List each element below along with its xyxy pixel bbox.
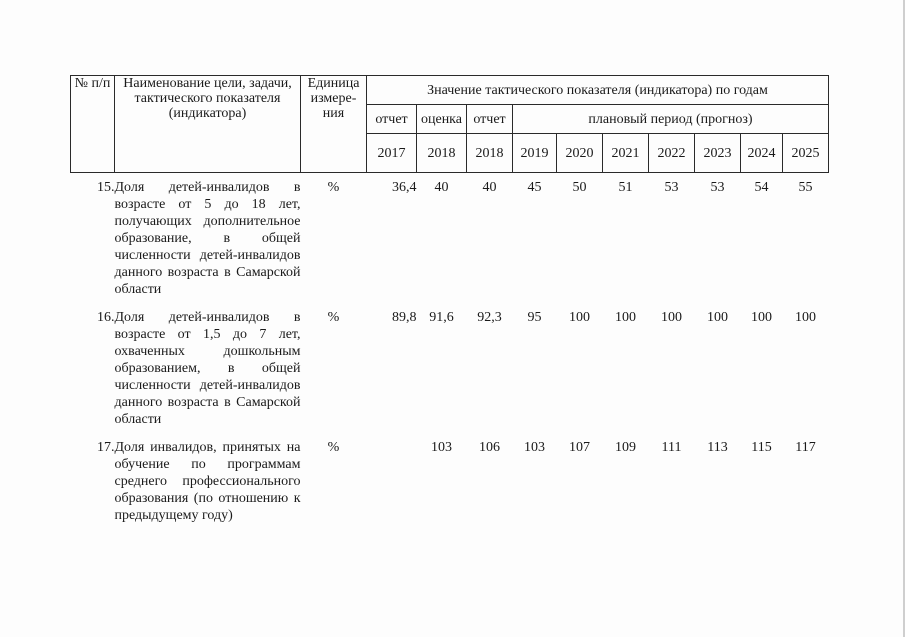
row-value xyxy=(367,433,417,549)
header-values-title: Значение тактического показателя (индикатора) по годам xyxy=(367,76,829,105)
row-value: 107 xyxy=(569,440,590,455)
header-report-2018: отчет xyxy=(467,105,513,134)
row-value: 100 xyxy=(751,310,772,325)
header-year: 2017 xyxy=(367,134,417,173)
row-unit: % xyxy=(327,440,340,455)
header-estimate-2018: оценка xyxy=(417,105,467,134)
row-value: 51 xyxy=(618,180,633,195)
row-value: 40 xyxy=(482,180,497,195)
table-row xyxy=(71,433,829,549)
row-value: 111 xyxy=(661,440,682,455)
row-value: 50 xyxy=(572,180,587,195)
row-value: 45 xyxy=(527,180,542,195)
row-indicator-name: Доля инвалидов, принятых на обучение по программам среднего профессионального образования (по отношению к предыдущему году) xyxy=(114,440,301,523)
row-value: 53 xyxy=(710,180,725,195)
row-number: 16. xyxy=(97,310,115,325)
table-row xyxy=(71,303,829,433)
row-value: 100 xyxy=(707,310,728,325)
row-number: 17. xyxy=(97,440,115,455)
header-report-2017: отчет xyxy=(367,105,417,134)
row-value: 100 xyxy=(661,310,682,325)
header-year: 2019 xyxy=(513,134,557,173)
row-value: 55 xyxy=(798,180,813,195)
row-value: 117 xyxy=(795,440,816,455)
row-value: 103 xyxy=(431,440,452,455)
row-value: 53 xyxy=(664,180,679,195)
row-value: 109 xyxy=(615,440,636,455)
indicator-table xyxy=(70,75,829,549)
header-year: 2023 xyxy=(695,134,741,173)
row-indicator-name: Доля детей-инвалидов в возрасте от 5 до 18 лет, получающих дополнительное образование, в общей численности детей-инвалидов данного возраста в Самарской области xyxy=(114,180,301,297)
header-unit: Единица измере-ния xyxy=(301,76,367,173)
row-value: 106 xyxy=(479,440,500,455)
row-value: 113 xyxy=(707,440,728,455)
header-year: 2025 xyxy=(783,134,829,173)
header-year: 2020 xyxy=(557,134,603,173)
row-value: 95 xyxy=(527,310,542,325)
header-year: 2024 xyxy=(741,134,783,173)
header-num: № п/п xyxy=(71,76,115,173)
header-year: 2018 xyxy=(417,134,467,173)
header-year: 2018 xyxy=(467,134,513,173)
row-value: 91,6 xyxy=(429,310,454,325)
header-year: 2021 xyxy=(603,134,649,173)
row-value: 100 xyxy=(569,310,590,325)
table-row xyxy=(71,173,829,304)
row-unit: % xyxy=(327,180,340,195)
row-value: 115 xyxy=(751,440,772,455)
row-unit: % xyxy=(327,310,340,325)
row-value: 36,4 xyxy=(392,180,417,195)
row-number: 15. xyxy=(97,180,115,195)
row-value: 100 xyxy=(615,310,636,325)
header-year: 2022 xyxy=(649,134,695,173)
header-name: Наименование цели, задачи, тактического показателя (индикатора) xyxy=(115,76,301,173)
row-value: 40 xyxy=(434,180,449,195)
row-value: 89,8 xyxy=(392,310,417,325)
row-value: 100 xyxy=(795,310,816,325)
row-indicator-name: Доля детей-инвалидов в возрасте от 1,5 до 7 лет, охваченных дошкольным образованием, в общей численности детей-инвалидов данного возраста в Самарской области xyxy=(114,310,301,427)
row-value: 54 xyxy=(754,180,769,195)
header-planned-period: плановый период (прогноз) xyxy=(513,105,829,134)
row-value: 92,3 xyxy=(477,310,502,325)
row-value: 103 xyxy=(524,440,545,455)
